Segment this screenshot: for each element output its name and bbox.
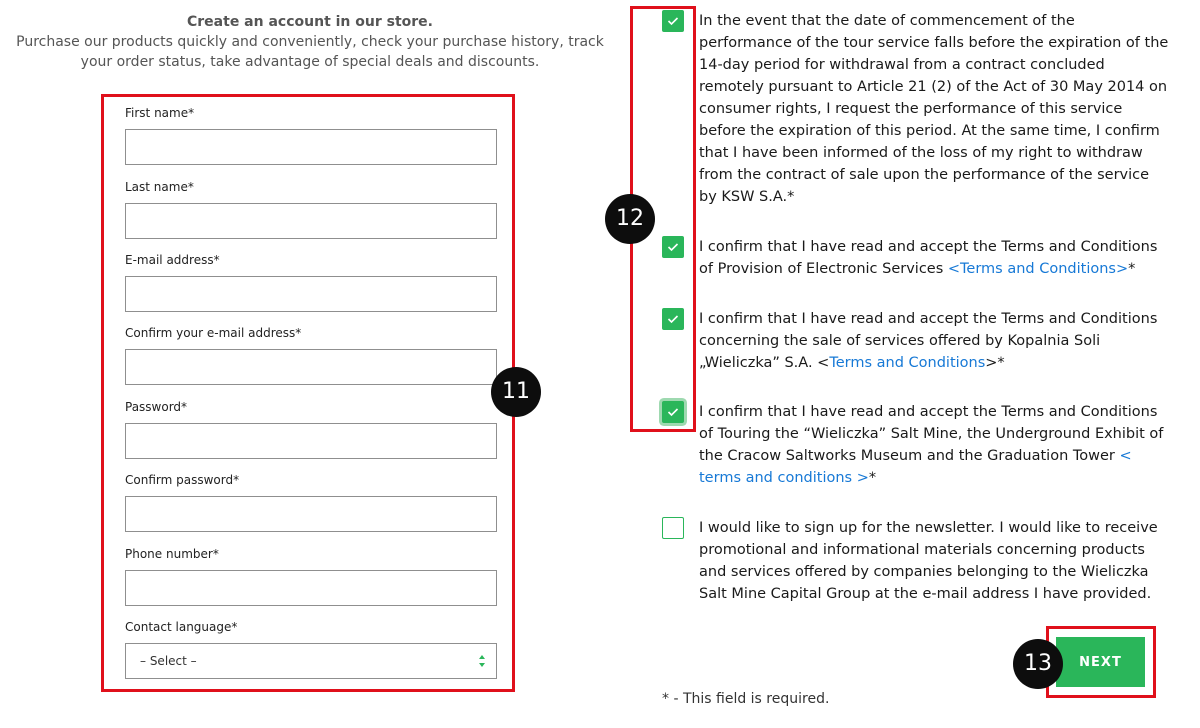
confirm-password-field xyxy=(125,472,497,532)
required-note: * - This field is required. xyxy=(662,691,830,707)
electronic-services-consent xyxy=(699,236,1169,280)
touring-consent xyxy=(699,401,1169,489)
email-input[interactable] xyxy=(125,276,497,312)
intro-text: Purchase our products quickly and conveniently, check your purchase history, track your order status, take advantage of special deals and discounts. xyxy=(16,34,604,70)
tour-service-consent xyxy=(699,10,1169,208)
sale-services-text: I confirm that I have read and accept the Terms and Conditions concerning the sale of services offered by Kopalnia Soli „Wieliczka” S.A. < xyxy=(699,311,1158,371)
language-select-value: – Select – xyxy=(140,654,197,668)
newsletter-text: I would like to sign up for the newsletter. I would like to receive promotional and informational materials concerning products and services offered by companies belonging to the Wieliczka Salt Mine Capital Group at the e-mail address I have provided. xyxy=(699,520,1158,602)
last-name-label: Last name* xyxy=(125,180,194,194)
select-arrows-icon xyxy=(478,653,486,669)
electronic-services-suffix: * xyxy=(1128,261,1136,277)
confirm-password-label: Confirm password* xyxy=(125,473,240,487)
confirm-email-field xyxy=(125,325,497,385)
next-button[interactable]: NEXT xyxy=(1056,637,1145,687)
check-icon xyxy=(667,16,679,26)
electronic-services-checkbox[interactable] xyxy=(662,236,684,258)
last-name-field xyxy=(125,179,497,239)
sale-services-suffix: >* xyxy=(985,355,1005,371)
first-name-input[interactable] xyxy=(125,129,497,165)
check-icon xyxy=(667,242,679,252)
language-select[interactable] xyxy=(125,643,497,679)
email-label: E-mail address* xyxy=(125,253,220,267)
last-name-input[interactable] xyxy=(125,203,497,239)
language-field xyxy=(125,619,497,679)
confirm-email-label: Confirm your e-mail address* xyxy=(125,326,302,340)
sale-services-checkbox[interactable] xyxy=(662,308,684,330)
check-icon xyxy=(667,407,679,417)
password-label: Password* xyxy=(125,400,188,414)
touring-checkbox[interactable] xyxy=(662,401,684,423)
sale-services-consent xyxy=(699,308,1169,374)
sale-services-terms-link[interactable]: Terms and Conditions xyxy=(829,355,986,371)
touring-suffix: * xyxy=(868,470,877,486)
tour-service-text: In the event that the date of commencement of the performance of the tour service falls before the expiration of the 14-day period for withdrawal from a contract concluded remotely pursuant to Article 21 (2) of the Act of 30 May 2014 on consumer rights, I request the performance of this service before the expiration of this period. At the same time, I confirm that I have been informed of the loss of my right to withdraw from the contract of sale upon the performance of the service by KSW S.A.* xyxy=(699,13,1169,205)
phone-label: Phone number* xyxy=(125,547,219,561)
first-name-field xyxy=(125,105,497,165)
password-field xyxy=(125,399,497,459)
touring-terms-link[interactable]: < terms and conditions > xyxy=(699,448,1132,486)
intro xyxy=(10,12,610,72)
step-badge-11: 11 xyxy=(491,367,541,417)
electronic-services-terms-link[interactable]: <Terms and Conditions> xyxy=(947,261,1129,277)
step-badge-13: 13 xyxy=(1013,639,1063,689)
newsletter-checkbox[interactable] xyxy=(662,517,684,539)
tour-service-checkbox[interactable] xyxy=(662,10,684,32)
first-name-label: First name* xyxy=(125,106,195,120)
confirm-email-input[interactable] xyxy=(125,349,497,385)
phone-field xyxy=(125,546,497,606)
check-icon xyxy=(667,314,679,324)
intro-title: Create an account in our store. xyxy=(187,14,433,30)
electronic-services-text: I confirm that I have read and accept the Terms and Conditions of Provision of Electronic Services xyxy=(699,239,1158,277)
email-field xyxy=(125,252,497,312)
touring-text: I confirm that I have read and accept the Terms and Conditions of Touring the “Wieliczka” Salt Mine, the Underground Exhibit of the Cracow Saltworks Museum and the Graduation Tower xyxy=(699,404,1164,464)
phone-input[interactable] xyxy=(125,570,497,606)
confirm-password-input[interactable] xyxy=(125,496,497,532)
newsletter-consent xyxy=(699,517,1169,605)
password-input[interactable] xyxy=(125,423,497,459)
step-badge-12: 12 xyxy=(605,194,655,244)
language-label: Contact language* xyxy=(125,620,238,634)
